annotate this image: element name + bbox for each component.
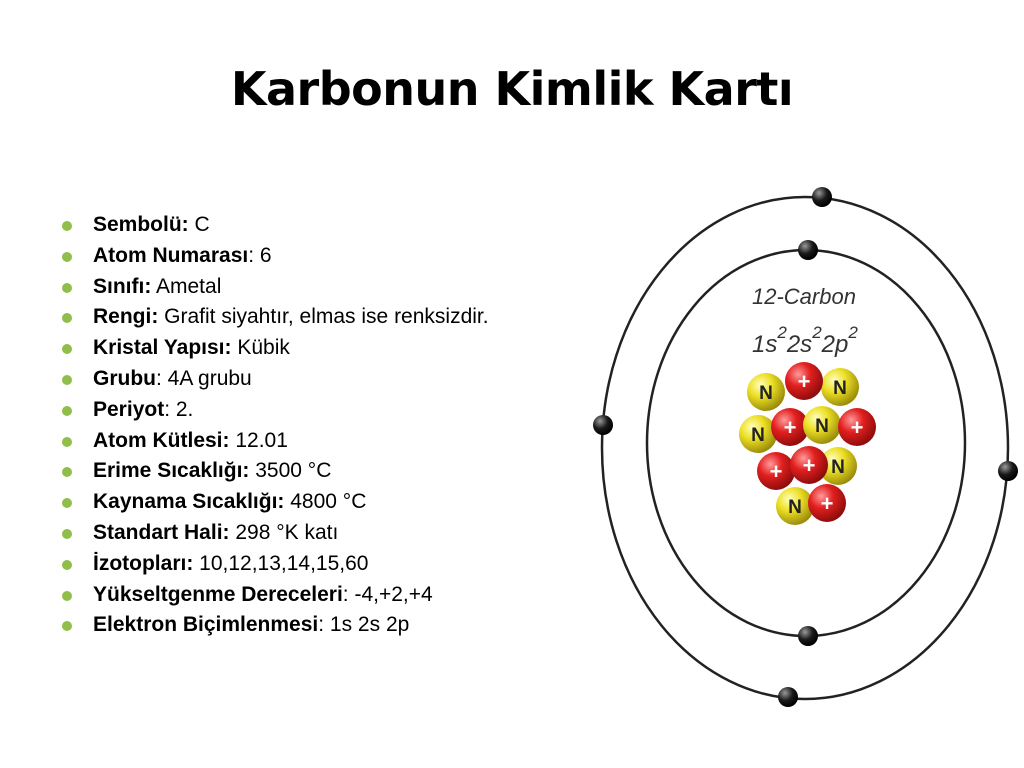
neutron-particle xyxy=(803,406,841,444)
fact-value: : -4,+2,+4 xyxy=(342,582,433,606)
bullet-icon xyxy=(62,344,72,354)
bullet-icon xyxy=(62,498,72,508)
fact-item xyxy=(62,456,489,487)
fact-item xyxy=(62,580,489,611)
fact-label: Rengi: xyxy=(93,305,159,329)
bullet-icon xyxy=(62,437,72,447)
proton-particle xyxy=(790,446,828,484)
svg-text:N: N xyxy=(759,383,773,404)
fact-label: Atom Numarası xyxy=(93,243,249,267)
bullet-icon xyxy=(62,252,72,262)
proton-particle xyxy=(785,362,823,400)
proton-particle xyxy=(757,452,795,490)
fact-value: Ametal xyxy=(151,274,222,298)
fact-item xyxy=(62,549,489,580)
bullet-icon xyxy=(62,467,72,477)
config-2s-count: 2 xyxy=(812,323,822,342)
fact-value: 10,12,13,14,15,60 xyxy=(193,551,369,575)
carbon-atom-diagram xyxy=(590,180,1020,725)
bullet-icon xyxy=(62,621,72,631)
fact-label: Sembolü: xyxy=(93,213,189,236)
fact-label: Kaynama Sıcaklığı: xyxy=(93,490,285,514)
fact-label: Sınıfı: xyxy=(93,274,152,298)
bullet-icon xyxy=(62,560,72,570)
electron xyxy=(812,187,832,207)
fact-item xyxy=(62,518,489,549)
proton-particle xyxy=(808,484,846,522)
bullet-icon xyxy=(62,313,72,323)
fact-item xyxy=(62,210,489,241)
svg-text:N: N xyxy=(833,378,847,399)
fact-value: C xyxy=(188,213,210,236)
config-2s: 2s xyxy=(786,331,813,358)
slide-title: Karbonun Kimlik Kartı xyxy=(230,62,794,116)
svg-text:+: + xyxy=(769,459,783,484)
svg-text:+: + xyxy=(802,453,816,478)
svg-text:N: N xyxy=(788,497,802,518)
electron xyxy=(593,415,613,435)
fact-value: : 2. xyxy=(164,397,194,421)
bullet-icon xyxy=(62,283,72,293)
bullet-icon xyxy=(62,529,72,539)
config-2p-count: 2 xyxy=(848,323,858,342)
fact-value: Kübik xyxy=(231,336,290,360)
diagram-name: 12-Carbon xyxy=(752,284,856,309)
nucleus xyxy=(739,362,876,525)
bullet-icon xyxy=(62,221,72,231)
electron xyxy=(798,626,818,646)
neutron-particle xyxy=(747,373,785,411)
svg-text:N: N xyxy=(815,416,829,437)
svg-text:+: + xyxy=(797,369,811,394)
fact-label: Standart Hali: xyxy=(93,520,230,544)
fact-item xyxy=(62,610,489,641)
fact-item xyxy=(62,487,489,518)
fact-label: Grubu xyxy=(93,366,156,390)
electron xyxy=(998,461,1018,481)
fact-value: : 6 xyxy=(248,243,272,267)
fact-label: Elektron Biçimlenmesi xyxy=(93,613,319,637)
config-1s-count: 2 xyxy=(777,323,787,342)
fact-label: Atom Kütlesi: xyxy=(93,428,230,452)
svg-text:+: + xyxy=(783,415,797,440)
fact-label: Yükseltgenme Dereceleri xyxy=(93,582,343,606)
fact-label: Periyot xyxy=(93,397,165,421)
proton-particle xyxy=(838,408,876,446)
fact-value: Grafit siyahtır, elmas ise renksizdir. xyxy=(158,305,489,329)
electron-configuration xyxy=(752,323,858,358)
electron xyxy=(798,240,818,260)
bullet-icon xyxy=(62,375,72,385)
fact-value: 4800 °C xyxy=(284,490,367,514)
svg-text:+: + xyxy=(850,415,864,440)
neutron-particle xyxy=(821,368,859,406)
fact-label: İzotopları: xyxy=(93,551,194,575)
fact-item xyxy=(62,426,489,457)
fact-value: 3500 °C xyxy=(249,459,332,483)
fact-value: 298 °K katı xyxy=(229,520,339,544)
svg-text:N: N xyxy=(751,425,765,446)
fact-item xyxy=(62,241,489,272)
svg-text:N: N xyxy=(831,457,845,478)
fact-item xyxy=(62,395,489,426)
bullet-icon xyxy=(62,406,72,416)
config-1s: 1s xyxy=(752,331,778,358)
electron xyxy=(778,687,798,707)
fact-value: : 4A grubu xyxy=(156,366,252,390)
fact-item xyxy=(62,333,489,364)
fact-value: : 1s 2s 2p xyxy=(318,613,410,637)
fact-label: Kristal Yapısı: xyxy=(93,336,232,360)
fact-item xyxy=(62,272,489,303)
fact-value: 12.01 xyxy=(229,428,288,452)
bullet-icon xyxy=(62,591,72,601)
fact-item xyxy=(62,302,489,333)
config-2p: 2p xyxy=(821,331,849,358)
fact-list xyxy=(62,210,489,641)
fact-item xyxy=(62,364,489,395)
svg-text:+: + xyxy=(820,491,834,516)
neutron-particle xyxy=(739,415,777,453)
fact-label: Erime Sıcaklığı: xyxy=(93,459,250,483)
